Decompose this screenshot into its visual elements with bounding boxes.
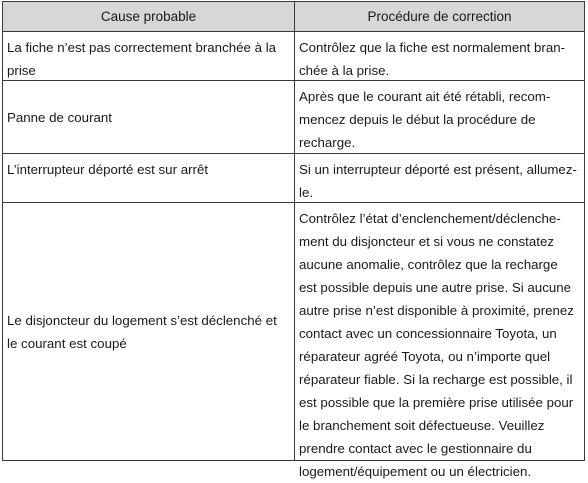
- row-1-procedure: Contrôlez que la fiche est normalement branchée à la prise.: [295, 32, 584, 81]
- row-2-cause: Panne de courant: [3, 81, 295, 154]
- header-procedure: Procédure de correction: [295, 2, 584, 32]
- row-4-cause: Le disjoncteur du logement s’est déclenché et le courant est coupé: [3, 203, 295, 460]
- row-4-procedure: Contrôlez l’état d’enclenchement/déclenchement du disjoncteur et si vous ne constatez aucune anomalie, contrôlez que la recharge est possible depuis une autre prise. Si aucune autre prise n’est disponible à proximité, prenez contact avec un concessionnaire Toyota, un réparateur agréé Toyota, ou n’importe quel réparateur fiable. Si la recharge est possible, il est possible que la première prise utilisée pour le branchement soit défectueuse. Veuillez prendre contact avec le gestionnaire du logement/équipement ou un électricien.: [299, 211, 574, 479]
- header-cause: Cause probable: [3, 2, 295, 32]
- troubleshooting-table: [2, 1, 585, 479]
- row-3-cause: L’interrupteur déporté est sur arrêt: [3, 154, 295, 203]
- row-3-procedure: Si un interrupteur déporté est présent, allumez-le.: [295, 154, 584, 203]
- row-2-procedure: Après que le courant ait été rétabli, recommencez depuis le début la procédure de recharge.: [295, 81, 584, 154]
- row-1-cause: La fiche n’est pas correctement branchée à la prise: [3, 32, 295, 81]
